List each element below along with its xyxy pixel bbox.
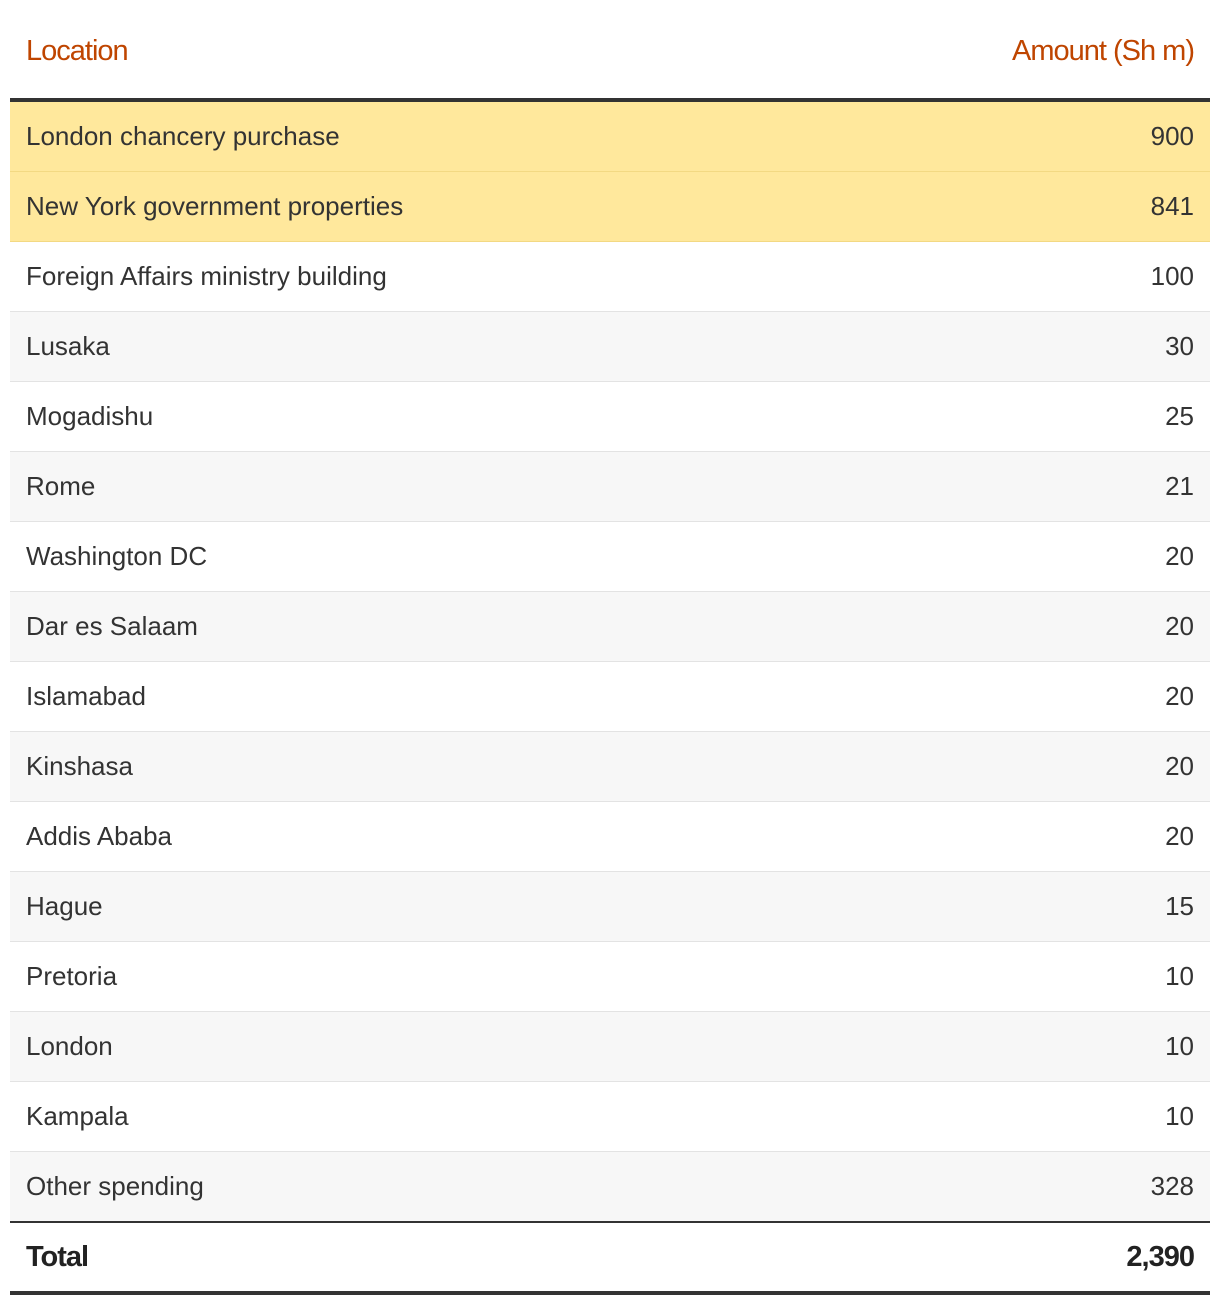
row-location: Washington DC [10, 522, 610, 592]
row-amount: 20 [610, 522, 1210, 592]
table-header-row [10, 0, 1210, 100]
table-row [10, 592, 1210, 662]
row-amount: 21 [610, 452, 1210, 522]
table-row [10, 942, 1210, 1012]
table-row [10, 802, 1210, 872]
table-row [10, 732, 1210, 802]
row-amount: 100 [610, 242, 1210, 312]
row-location: Kinshasa [10, 732, 610, 802]
row-location: Kampala [10, 1082, 610, 1152]
total-amount: 2,390 [610, 1222, 1210, 1293]
row-amount: 20 [610, 732, 1210, 802]
table-row [10, 1012, 1210, 1082]
total-row [10, 1222, 1210, 1293]
spending-table-container [10, 0, 1210, 1295]
row-amount: 841 [610, 172, 1210, 242]
row-amount: 10 [610, 1082, 1210, 1152]
row-amount: 10 [610, 1012, 1210, 1082]
row-location: New York government properties [10, 172, 610, 242]
row-location: Rome [10, 452, 610, 522]
table-row [10, 1152, 1210, 1223]
table-row [10, 242, 1210, 312]
table-row [10, 1082, 1210, 1152]
row-location: Hague [10, 872, 610, 942]
row-location: Other spending [10, 1152, 610, 1223]
row-amount: 20 [610, 592, 1210, 662]
spending-table [10, 0, 1210, 1295]
row-amount: 30 [610, 312, 1210, 382]
row-location: Pretoria [10, 942, 610, 1012]
row-location: Mogadishu [10, 382, 610, 452]
row-location: Addis Ababa [10, 802, 610, 872]
row-amount: 15 [610, 872, 1210, 942]
location-column-header: Location [10, 0, 610, 100]
row-amount: 900 [610, 100, 1210, 172]
row-location: Dar es Salaam [10, 592, 610, 662]
row-amount: 20 [610, 802, 1210, 872]
row-location: London [10, 1012, 610, 1082]
row-amount: 328 [610, 1152, 1210, 1223]
table-row [10, 522, 1210, 592]
row-amount: 25 [610, 382, 1210, 452]
table-row [10, 312, 1210, 382]
row-amount: 10 [610, 942, 1210, 1012]
total-label: Total [10, 1222, 610, 1293]
row-location: Islamabad [10, 662, 610, 732]
row-location: Lusaka [10, 312, 610, 382]
row-location: Foreign Affairs ministry building [10, 242, 610, 312]
table-row [10, 100, 1210, 172]
table-row [10, 172, 1210, 242]
row-location: London chancery purchase [10, 100, 610, 172]
table-row [10, 662, 1210, 732]
table-row [10, 382, 1210, 452]
table-row [10, 872, 1210, 942]
row-amount: 20 [610, 662, 1210, 732]
amount-column-header: Amount (Sh m) [610, 0, 1210, 100]
table-row [10, 452, 1210, 522]
table-body [10, 100, 1210, 1222]
